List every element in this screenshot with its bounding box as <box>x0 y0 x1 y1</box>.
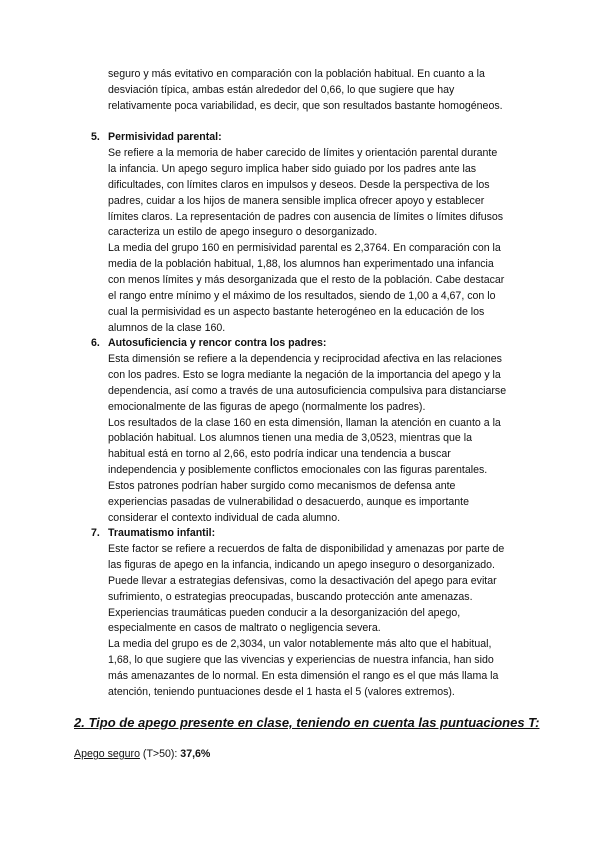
list-item-number: 7. <box>91 527 100 539</box>
list-item-body <box>108 352 551 527</box>
text-line: relativamente poca variabilidad, es decir, que son resultados bastante homogéneos. <box>108 99 503 112</box>
text-line: emocionalmente de las figuras de apego (normalmente los padres). <box>108 400 426 413</box>
text-line: desviación típica, ambas están alrededor del 0,66, lo que sugiere que hay <box>108 83 455 96</box>
list-item-heading <box>91 526 551 542</box>
text-line: padres, cuidar a los hijos de manera sensible implica ofrecer apoyo y establecer <box>108 194 485 207</box>
text-line: especialmente en casos de maltrato o negligencia severa. <box>108 622 381 635</box>
text-line: el rango entre mínimo y el máximo de los resultados, siendo de 1,00 a 4,67, con lo <box>108 290 496 303</box>
intro-paragraph <box>108 67 548 115</box>
apego-seguro-label: Apego seguro <box>74 748 140 760</box>
text-line: habitual está en torno al 2,66, esto podría indicar una tendencia a buscar <box>108 448 451 461</box>
text-line: dependencia, así como a través de una autosuficiencia compulsiva para distanciarse <box>108 384 507 397</box>
text-line: límites claros. La representación de padres con ausencia de límites o límites difusos <box>108 210 504 223</box>
text-line: caracteriza un estilo de apego inseguro o desorganizado. <box>108 226 378 239</box>
list-item-heading <box>91 336 551 352</box>
text-line: con menos límites y más desorganizada que el resto de la población. Cabe destacar <box>108 274 505 287</box>
text-line: media de la población habitual, 1,88, los alumnos han experimentado una infancia <box>108 258 494 271</box>
text-line: 1,68, lo que sugiere que las vivencias y experiencias de nuestra infancia, han sido <box>108 654 494 667</box>
text-line: cual la permisividad es un aspecto bastante heterogéneo en la educación de los <box>108 305 485 318</box>
apego-seguro-criterion: (T>50): <box>139 748 181 760</box>
text-line: considerar el contexto individual de cada alumno. <box>108 511 341 524</box>
list-item-body <box>108 146 551 337</box>
text-line: Los resultados de la clase 160 en esta dimensión, llaman la atención en cuanto a la <box>108 416 501 429</box>
text-line: La media del grupo es de 2,3034, un valor notablemente más alto que el habitual, <box>108 638 492 651</box>
apego-seguro-line <box>74 748 210 760</box>
text-line: Se refiere a la memoria de haber carecido de límites y orientación parental durante <box>108 146 498 159</box>
text-line: atención, teniendo puntuaciones desde el 1 hasta el 5 (valores extremos). <box>108 686 455 699</box>
text-line: Estos patrones podrían haber surgido como mecanismos de defensa ante <box>108 480 456 493</box>
section-heading: 2. Tipo de apego presente en clase, teniendo en cuenta las puntuaciones T: <box>74 715 540 730</box>
text-line: alumnos de la clase 160. <box>108 321 226 334</box>
list-item-heading <box>91 130 551 146</box>
list-item-number: 5. <box>91 131 100 143</box>
list-item-title: Permisividad parental: <box>108 131 222 143</box>
text-line: con los padres. Esto se logra mediante la negación de la importancia del apego y la <box>108 368 501 381</box>
text-line: seguro y más evitativo en comparación con la población habitual. En cuanto a la <box>108 68 485 80</box>
text-line: Puede llevar a estrategias defensivas, como la desactivación del apego para evitar <box>108 574 497 587</box>
text-line: dificultades, con límites claros en impulsos y deseos. Desde la perspectiva de los <box>108 178 490 191</box>
text-line: Esta dimensión se refiere a la dependencia y reciprocidad afectiva en las relaciones <box>108 352 502 365</box>
list-item-title: Autosuficiencia y rencor contra los padres: <box>108 337 327 349</box>
text-line: Este factor se refiere a recuerdos de falta de disponibilidad y amenazas por parte de <box>108 542 505 555</box>
text-line: la infancia. Un apego seguro implica haber sido guiado por los padres ante las <box>108 162 477 175</box>
list-item-body <box>108 542 551 701</box>
apego-seguro-value: 37,6% <box>180 748 211 760</box>
text-line: población habitual. Los alumnos tienen una media de 3,0523, mientras que la <box>108 432 472 445</box>
list-item-traumatismo <box>91 526 551 701</box>
text-line: independencia y posiblemente conflictos emocionales con las figuras parentales. <box>108 464 488 477</box>
text-line: experiencias pasadas de vulnerabilidad o desacuerdo, aunque es importante <box>108 496 470 509</box>
text-line: sufrimiento, o estrategias preocupadas, buscando protección ante amenazas. <box>108 590 473 603</box>
list-item-permisividad <box>91 130 551 337</box>
text-line: más amenazantes de lo normal. En esta dimensión el rango es el que más llama la <box>108 670 499 683</box>
text-line: las figuras de apego en la infancia, indicando un apego inseguro o desorganizado. <box>108 558 495 571</box>
list-item-title: Traumatismo infantil: <box>108 527 216 539</box>
text-line: Experiencias traumáticas pueden conducir a la desorganización del apego, <box>108 606 461 619</box>
list-item-number: 6. <box>91 337 100 349</box>
text-line: La media del grupo 160 en permisividad parental es 2,3764. En comparación con la <box>108 242 501 255</box>
list-item-autosuficiencia <box>91 336 551 527</box>
